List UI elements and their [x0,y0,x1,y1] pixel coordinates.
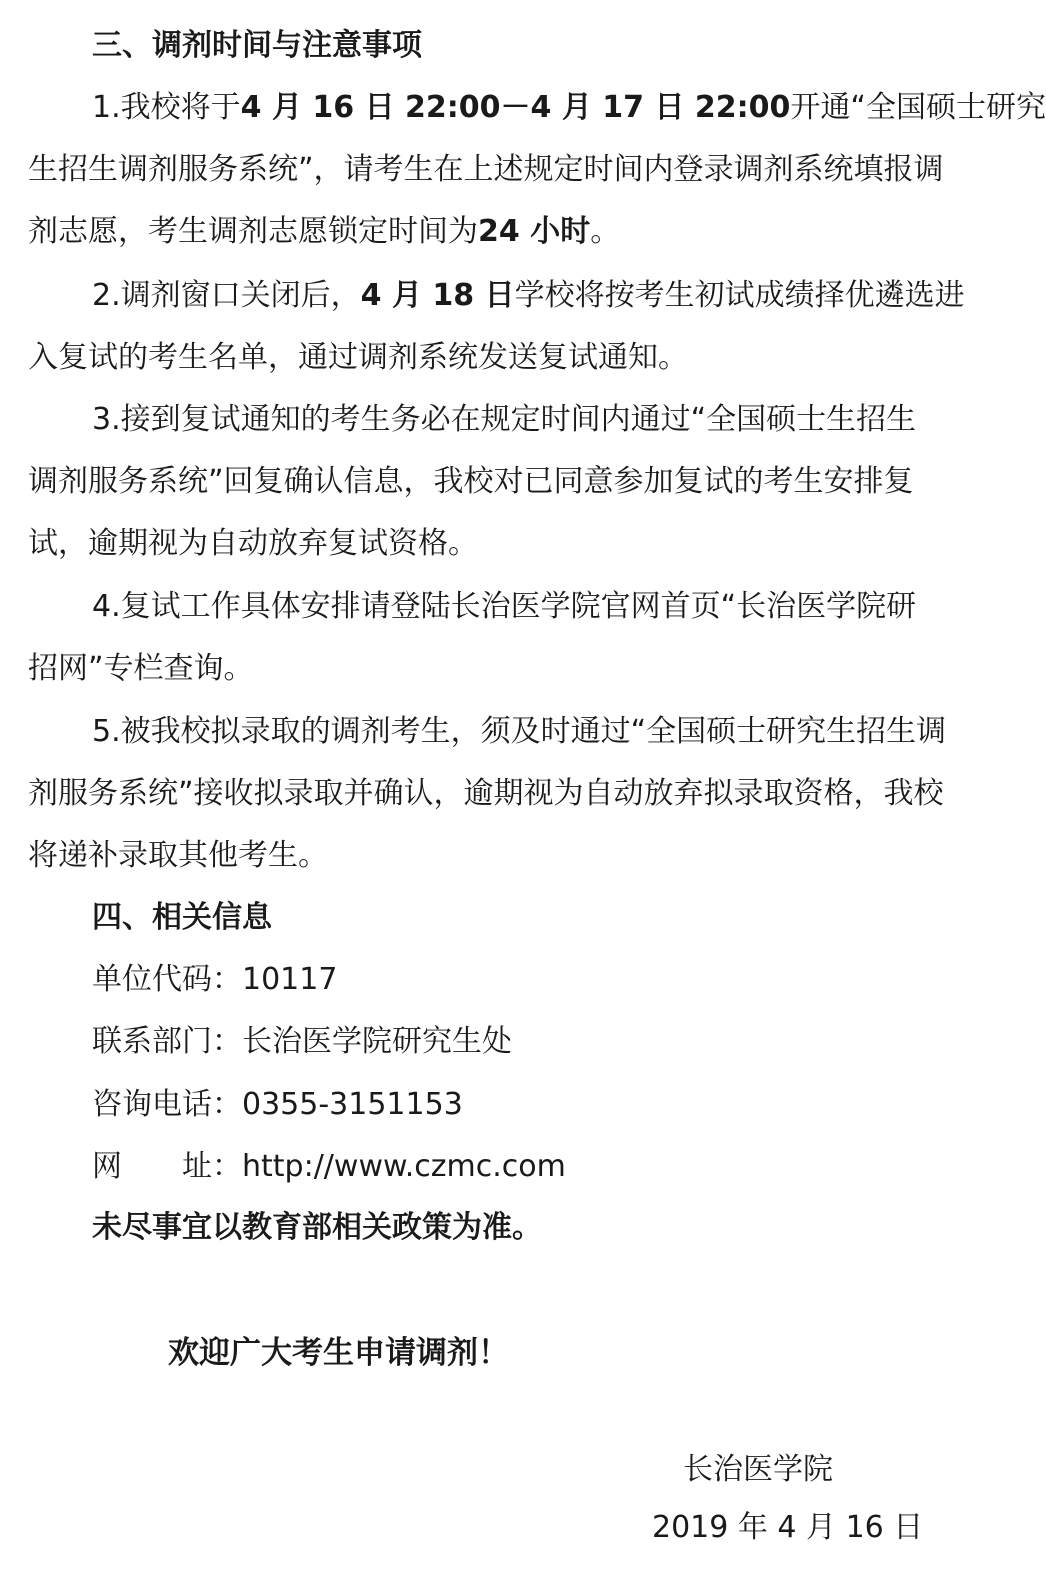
unit-code-value: 10117 [242,962,338,997]
item-3-line-1: 3.接到复试通知的考生务必在规定时间内通过“全国硕士生招生 [92,402,917,437]
section-3-heading: 三、调剂时间与注意事项 [92,28,422,63]
item-1-text: 1.我校将于 [92,90,241,125]
department-value: 长治医学院研究生处 [242,1024,512,1059]
item-4-line-1: 4.复试工作具体安排请登陆长治医学院官网首页“长治医学院研 [92,589,917,624]
policy-note: 未尽事宜以教育部相关政策为准。 [92,1210,542,1245]
item-1-line-3 [28,212,620,252]
item-1-text: 。 [590,214,621,249]
item-1-time-range: 4 月 16 日 22:00－4 月 17 日 22:00 [240,90,791,125]
unit-code-row [92,960,337,1000]
section-4-heading: 四、相关信息 [92,900,272,935]
item-2-date: 4 月 18 日 [360,278,515,313]
item-2-line-1 [92,276,965,316]
department-row [92,1022,512,1062]
item-1-text: 剂志愿，考生调剂志愿锁定时间为 [28,214,478,249]
website-label-part-1: 网 [92,1149,122,1184]
phone-value: 0355-3151153 [242,1087,463,1122]
website-link[interactable]: http://www.czmc.com [242,1149,566,1184]
welcome-message: 欢迎广大考生申请调剂！ [168,1335,509,1371]
item-2-text: 学校将按考生初试成绩择优遴选进 [514,278,965,313]
signature-org: 长治医学院 [683,1452,833,1487]
item-1-line-2: 生招生调剂服务系统”，请考生在上述规定时间内登录调剂系统填报调 [28,152,944,187]
item-2-line-2: 入复试的考生名单，通过调剂系统发送复试通知。 [28,340,688,375]
signature-date: 2019 年 4 月 16 日 [652,1510,924,1545]
item-5-line-3: 将递补录取其他考生。 [28,838,328,873]
website-label-part-2: 址： [182,1149,242,1184]
item-1-line-1 [92,88,1046,128]
phone-row [92,1085,463,1125]
website-row [92,1147,566,1187]
item-3-line-2: 调剂服务系统”回复确认信息，我校对已同意参加复试的考生安排复 [28,464,914,499]
phone-label: 咨询电话： [92,1087,242,1122]
item-1-text: 开通“全国硕士研究 [790,90,1046,125]
unit-code-label: 单位代码： [92,962,242,997]
item-1-lock-duration: 24 小时 [478,214,591,249]
item-5-line-1: 5.被我校拟录取的调剂考生，须及时通过“全国硕士研究生招生调 [92,714,947,749]
item-4-line-2: 招网”专栏查询。 [28,651,254,686]
item-2-text: 2.调剂窗口关闭后， [92,278,361,313]
item-3-line-3: 试，逾期视为自动放弃复试资格。 [28,526,478,561]
department-label: 联系部门： [92,1024,242,1059]
item-5-line-2: 剂服务系统”接收拟录取并确认，逾期视为自动放弃拟录取资格，我校 [28,776,944,811]
